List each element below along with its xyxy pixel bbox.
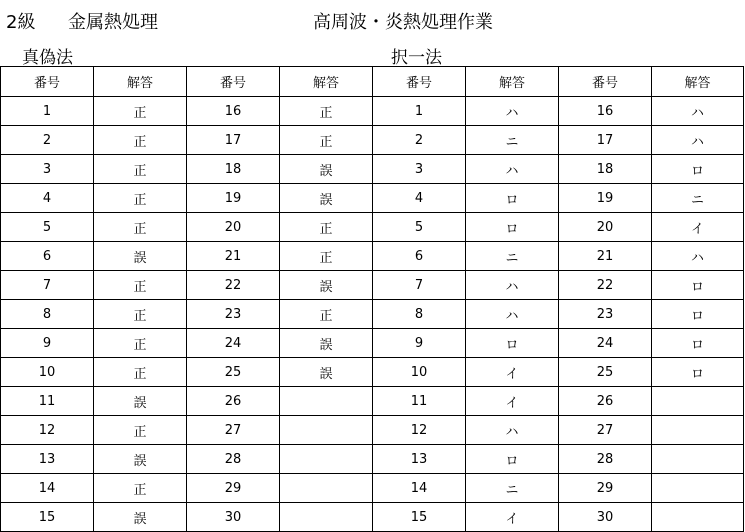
tf-answer-cell: 正	[280, 242, 373, 271]
tf-number-cell: 17	[187, 126, 280, 155]
tf-number-cell: 26	[187, 387, 280, 416]
mc-answer-cell: ニ	[466, 474, 559, 503]
table-row	[1, 474, 744, 503]
mc-number-cell: 15	[373, 503, 466, 532]
mc-number-cell: 24	[559, 329, 652, 358]
section-multiple-choice-title: 択一法	[391, 48, 442, 68]
mc-number-cell: 25	[559, 358, 652, 387]
table-row	[1, 126, 744, 155]
table-row	[1, 97, 744, 126]
mc-answer-cell: ニ	[652, 184, 744, 213]
tf-answer-cell: 正	[94, 358, 187, 387]
mc-number-cell: 28	[559, 445, 652, 474]
tf-answer-cell	[280, 387, 373, 416]
table-row	[1, 358, 744, 387]
tf-answer-cell: 正	[94, 213, 187, 242]
tf-number-cell: 6	[1, 242, 94, 271]
mc-answer-cell: ロ	[466, 445, 559, 474]
tf-answer-cell: 正	[94, 329, 187, 358]
mc-answer-cell	[652, 445, 744, 474]
tf-number-cell: 24	[187, 329, 280, 358]
mc-number-cell: 8	[373, 300, 466, 329]
answer-table-header	[1, 67, 744, 97]
tf-answer-cell: 正	[94, 300, 187, 329]
mc-number-cell: 22	[559, 271, 652, 300]
mc-answer-cell	[652, 474, 744, 503]
table-row	[1, 329, 744, 358]
mc-number-cell: 14	[373, 474, 466, 503]
mc-number-cell: 26	[559, 387, 652, 416]
mc-number-cell: 10	[373, 358, 466, 387]
mc-answer-cell: ハ	[652, 242, 744, 271]
table-row	[1, 445, 744, 474]
mc-number-cell: 27	[559, 416, 652, 445]
tf-answer-cell	[280, 503, 373, 532]
tf-number-cell: 9	[1, 329, 94, 358]
mc-number-cell: 21	[559, 242, 652, 271]
mc-answer-cell: ロ	[466, 184, 559, 213]
mc-number-cell: 23	[559, 300, 652, 329]
mc-number-cell: 13	[373, 445, 466, 474]
mc-number-cell: 6	[373, 242, 466, 271]
tf-number-cell: 19	[187, 184, 280, 213]
mc-answer-cell	[652, 503, 744, 532]
tf-answer-cell: 正	[94, 271, 187, 300]
table-row	[1, 271, 744, 300]
mc-number-cell: 30	[559, 503, 652, 532]
tf-number-cell: 8	[1, 300, 94, 329]
tf-answer-cell: 正	[94, 126, 187, 155]
column-header-tf-number: 番号	[187, 67, 280, 97]
mc-number-cell: 17	[559, 126, 652, 155]
tf-number-cell: 28	[187, 445, 280, 474]
tf-answer-cell: 正	[280, 97, 373, 126]
tf-answer-cell	[280, 474, 373, 503]
tf-number-cell: 2	[1, 126, 94, 155]
tf-number-cell: 3	[1, 155, 94, 184]
mc-answer-cell: ロ	[466, 329, 559, 358]
tf-number-cell: 27	[187, 416, 280, 445]
tf-answer-cell: 誤	[280, 184, 373, 213]
table-row	[1, 503, 744, 532]
tf-answer-cell: 正	[280, 213, 373, 242]
mc-answer-cell: ロ	[652, 329, 744, 358]
tf-number-cell: 21	[187, 242, 280, 271]
mc-number-cell: 11	[373, 387, 466, 416]
tf-number-cell: 20	[187, 213, 280, 242]
mc-number-cell: 9	[373, 329, 466, 358]
column-header-mc-number: 番号	[373, 67, 466, 97]
column-header-tf-number: 番号	[1, 67, 94, 97]
mc-answer-cell: ハ	[652, 97, 744, 126]
answer-table-body	[1, 97, 744, 532]
tf-number-cell: 7	[1, 271, 94, 300]
tf-number-cell: 10	[1, 358, 94, 387]
mc-number-cell: 4	[373, 184, 466, 213]
column-header-mc-answer: 解答	[466, 67, 559, 97]
mc-number-cell: 3	[373, 155, 466, 184]
tf-answer-cell	[280, 416, 373, 445]
mc-answer-cell: ロ	[652, 358, 744, 387]
tf-answer-cell: 正	[94, 97, 187, 126]
table-row	[1, 242, 744, 271]
table-row	[1, 387, 744, 416]
tf-answer-cell: 誤	[94, 242, 187, 271]
tf-answer-cell: 誤	[280, 155, 373, 184]
mc-answer-cell: イ	[466, 387, 559, 416]
exam-grade: 2級	[6, 12, 36, 33]
mc-answer-cell: ロ	[466, 213, 559, 242]
mc-answer-cell	[652, 387, 744, 416]
mc-number-cell: 5	[373, 213, 466, 242]
mc-answer-cell: イ	[652, 213, 744, 242]
tf-number-cell: 30	[187, 503, 280, 532]
tf-number-cell: 16	[187, 97, 280, 126]
tf-number-cell: 23	[187, 300, 280, 329]
exam-subject: 金属熱処理	[68, 12, 158, 33]
tf-number-cell: 18	[187, 155, 280, 184]
mc-answer-cell: ハ	[466, 271, 559, 300]
mc-number-cell: 12	[373, 416, 466, 445]
mc-answer-cell: イ	[466, 503, 559, 532]
mc-answer-cell: ニ	[466, 242, 559, 271]
tf-answer-cell: 正	[280, 300, 373, 329]
table-row	[1, 184, 744, 213]
mc-number-cell: 20	[559, 213, 652, 242]
tf-number-cell: 13	[1, 445, 94, 474]
table-row	[1, 300, 744, 329]
tf-answer-cell: 正	[94, 474, 187, 503]
tf-answer-cell: 誤	[94, 503, 187, 532]
tf-answer-cell: 誤	[280, 329, 373, 358]
mc-number-cell: 19	[559, 184, 652, 213]
mc-answer-cell: ハ	[466, 155, 559, 184]
tf-number-cell: 4	[1, 184, 94, 213]
mc-number-cell: 16	[559, 97, 652, 126]
answer-table	[0, 66, 744, 532]
tf-answer-cell: 正	[94, 155, 187, 184]
mc-answer-cell: ハ	[466, 416, 559, 445]
mc-number-cell: 18	[559, 155, 652, 184]
header-row	[1, 67, 744, 97]
mc-answer-cell: ハ	[652, 126, 744, 155]
tf-number-cell: 11	[1, 387, 94, 416]
tf-number-cell: 29	[187, 474, 280, 503]
table-row	[1, 155, 744, 184]
column-header-tf-answer: 解答	[280, 67, 373, 97]
mc-answer-cell: ニ	[466, 126, 559, 155]
tf-answer-cell: 正	[94, 184, 187, 213]
tf-number-cell: 15	[1, 503, 94, 532]
tf-answer-cell: 誤	[94, 387, 187, 416]
tf-answer-cell: 誤	[280, 358, 373, 387]
tf-number-cell: 1	[1, 97, 94, 126]
mc-number-cell: 7	[373, 271, 466, 300]
tf-answer-cell: 誤	[94, 445, 187, 474]
tf-number-cell: 14	[1, 474, 94, 503]
tf-number-cell: 12	[1, 416, 94, 445]
exam-category: 高周波・炎熱処理作業	[313, 12, 493, 33]
column-header-mc-number: 番号	[559, 67, 652, 97]
tf-answer-cell	[280, 445, 373, 474]
mc-number-cell: 29	[559, 474, 652, 503]
mc-answer-cell: ロ	[652, 155, 744, 184]
tf-number-cell: 22	[187, 271, 280, 300]
mc-answer-cell	[652, 416, 744, 445]
table-row	[1, 213, 744, 242]
mc-number-cell: 2	[373, 126, 466, 155]
tf-number-cell: 5	[1, 213, 94, 242]
mc-answer-cell: ロ	[652, 271, 744, 300]
column-header-tf-answer: 解答	[94, 67, 187, 97]
tf-answer-cell: 正	[94, 416, 187, 445]
mc-answer-cell: ハ	[466, 97, 559, 126]
mc-answer-cell: ハ	[466, 300, 559, 329]
table-row	[1, 416, 744, 445]
mc-number-cell: 1	[373, 97, 466, 126]
section-true-false-title: 真偽法	[22, 48, 73, 68]
tf-number-cell: 25	[187, 358, 280, 387]
tf-answer-cell: 誤	[280, 271, 373, 300]
column-header-mc-answer: 解答	[652, 67, 744, 97]
tf-answer-cell: 正	[280, 126, 373, 155]
mc-answer-cell: イ	[466, 358, 559, 387]
mc-answer-cell: ロ	[652, 300, 744, 329]
